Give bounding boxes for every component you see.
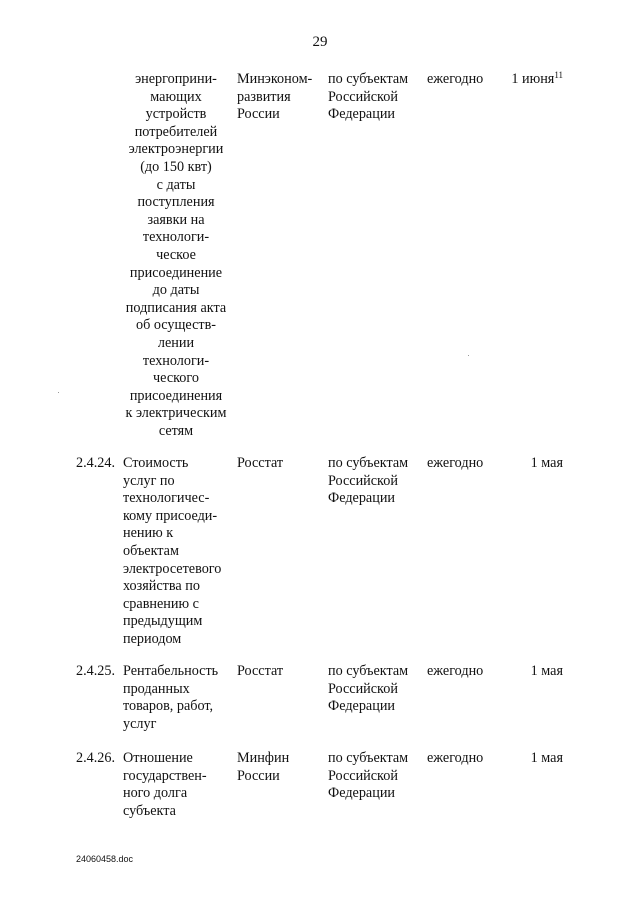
responsible-agency: Минфин России	[237, 750, 290, 784]
indicator-name: Стоимость услуг по технологичес- кому присоеди- нению к объектам электросетевого хозяйства по сравнению с предыдущим периодом	[123, 455, 222, 647]
deadline-date	[499, 663, 563, 681]
indicator-name: энергоприни- мающих устройств потребителей электроэнергии (до 150 квт) с даты поступления заявки на технологи- ческое присоединение до даты подписания акта об осуществ- лении технологи- ческого присоединения к электрическим сетям	[125, 71, 227, 439]
footnote-ref: 11	[554, 70, 563, 80]
item-number: 2.4.25.	[76, 663, 116, 679]
indicator-name: Отношение государствен- ного долга субъекта	[123, 750, 207, 819]
responsible-agency: Росстат	[237, 455, 284, 471]
detail-level: по субъектам Российской Федерации	[328, 71, 409, 123]
frequency: ежегодно	[427, 663, 484, 679]
scan-speck	[58, 392, 59, 393]
deadline-date	[499, 71, 563, 89]
item-number: 2.4.26.	[76, 750, 116, 766]
indicator-name: Рентабельность проданных товаров, работ, услуг	[123, 663, 219, 732]
page-number: 29	[312, 34, 328, 50]
detail-level: по субъектам Российской Федерации	[328, 663, 409, 715]
responsible-agency: Росстат	[237, 663, 284, 679]
item-number: 2.4.24.	[76, 455, 116, 471]
deadline-date-text: 1 мая	[530, 663, 563, 679]
frequency: ежегодно	[427, 455, 484, 471]
deadline-date	[499, 455, 563, 473]
responsible-agency: Минэконом- развития России	[237, 71, 313, 123]
scan-speck	[468, 355, 469, 356]
deadline-date-text: 1 мая	[530, 455, 563, 471]
detail-level: по субъектам Российской Федерации	[328, 750, 409, 802]
file-name-footer: 24060458.doc	[76, 854, 134, 864]
detail-level: по субъектам Российской Федерации	[328, 455, 409, 507]
frequency: ежегодно	[427, 71, 484, 87]
deadline-date-text: 1 мая	[530, 750, 563, 766]
frequency: ежегодно	[427, 750, 484, 766]
deadline-date-text: 1 июня	[511, 71, 555, 87]
deadline-date	[499, 750, 563, 768]
